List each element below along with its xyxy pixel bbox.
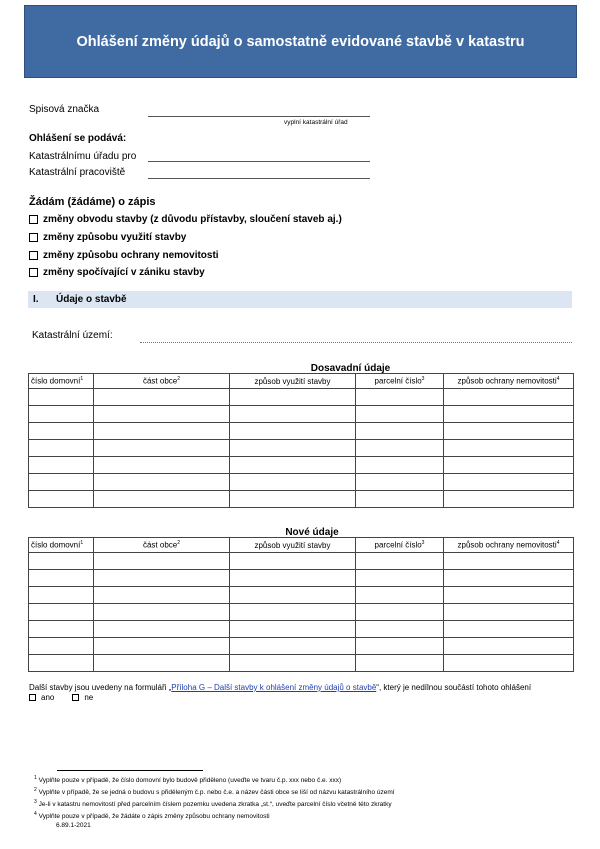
option-label: změny spočívající v zániku stavby bbox=[43, 267, 205, 278]
urad-label: Katastrálnímu úřadu pro bbox=[29, 151, 137, 162]
table-row[interactable] bbox=[29, 621, 574, 638]
spisova-field[interactable] bbox=[148, 116, 370, 117]
table-row[interactable] bbox=[29, 638, 574, 655]
form-code: 6.89.1-2021 bbox=[56, 821, 91, 829]
checkbox[interactable] bbox=[29, 268, 38, 277]
no-label: ne bbox=[84, 693, 94, 702]
table-row[interactable] bbox=[29, 389, 574, 406]
pracoviste-field[interactable] bbox=[148, 178, 370, 179]
yes-label: ano bbox=[41, 693, 55, 702]
checkbox-no[interactable] bbox=[72, 694, 79, 701]
checkbox-yes[interactable] bbox=[29, 694, 36, 701]
spisova-hint: vyplní katastrální úřad bbox=[284, 119, 348, 126]
table-row[interactable] bbox=[29, 474, 574, 491]
column-header: část obce$^2$ bbox=[94, 374, 230, 389]
more-buildings-choice bbox=[29, 693, 93, 702]
option-zanik[interactable] bbox=[29, 267, 205, 278]
table-row[interactable] bbox=[29, 457, 574, 474]
attachment-link[interactable]: Příloha G – Další stavby k ohlášení změny údajů o stavbě bbox=[171, 683, 377, 692]
option-label: změny způsobu využití stavby bbox=[43, 232, 187, 243]
option-obvod[interactable] bbox=[29, 214, 342, 225]
option-label: změny způsobu ochrany nemovitosti bbox=[43, 250, 219, 261]
column-header: způsob ochrany nemovitosti$^4$ bbox=[444, 538, 574, 553]
spisova-label: Spisová značka bbox=[29, 104, 100, 115]
header-banner bbox=[24, 5, 577, 78]
ohlaseni-label: Ohlášení se podává: bbox=[29, 133, 127, 144]
footnote-divider bbox=[57, 770, 203, 771]
previous-table bbox=[28, 373, 574, 508]
footnote: $^3$ Je-li v katastru nemovitostí před parcelním číslem pozemku uvedena zkratka „st.“, uveďte parcelní číslo včetně této zkratky bbox=[34, 798, 392, 809]
footnotes bbox=[34, 774, 594, 831]
table-row[interactable] bbox=[29, 655, 574, 672]
table-row[interactable] bbox=[29, 423, 574, 440]
urad-field[interactable] bbox=[148, 161, 370, 162]
column-header: parcelní číslo$^3$ bbox=[356, 538, 444, 553]
column-header: způsob ochrany nemovitosti$^4$ bbox=[444, 374, 574, 389]
table-row[interactable] bbox=[29, 553, 574, 570]
checkbox[interactable] bbox=[29, 251, 38, 260]
option-vyuziti[interactable] bbox=[29, 232, 186, 243]
table-row[interactable] bbox=[29, 440, 574, 457]
table-title-new: Nové údaje bbox=[285, 527, 339, 538]
option-ochrana[interactable] bbox=[29, 250, 219, 261]
footnote: $^1$ Vyplňte pouze v případě, že číslo domovní bylo budově přiděleno (uveďte ve tvaru č.p. xxx nebo č.e. xxx) bbox=[34, 775, 342, 785]
section-title: Údaje o stavbě bbox=[56, 294, 127, 305]
footnote: $^4$ Vyplňte pouze v případě, že žádáte o zápis změny způsobu ochrany nemovitosti bbox=[34, 810, 270, 821]
footnote: $^2$ Vyplňte v případě, že se jedná o budovu s přiděleným č.p. nebo č.e. a název části obce se liší od názvu katastrálního území bbox=[34, 786, 395, 797]
column-header: číslo domovní$^1$ bbox=[29, 538, 94, 553]
new-table bbox=[28, 537, 574, 672]
option-label: změny obvodu stavby (z důvodu přístavby, sloučení staveb aj.) bbox=[43, 214, 342, 225]
column-header: část obce$^2$ bbox=[94, 538, 230, 553]
request-title: Žádám (žádáme) o zápis bbox=[29, 196, 156, 208]
section-header bbox=[28, 291, 572, 308]
katastralni-field[interactable] bbox=[140, 342, 572, 343]
column-header: parcelní číslo$^3$ bbox=[356, 374, 444, 389]
column-header: způsob využití stavby bbox=[230, 538, 356, 553]
section-number: I. bbox=[33, 294, 39, 305]
page-title: Ohlášení změny údajů o samostatně evidované stavbě v katastru bbox=[76, 33, 525, 50]
table-row[interactable] bbox=[29, 406, 574, 423]
checkbox[interactable] bbox=[29, 215, 38, 224]
column-header: číslo domovní$^1$ bbox=[29, 374, 94, 389]
table-title-previous: Dosavadní údaje bbox=[310, 363, 391, 374]
column-header: způsob využití stavby bbox=[230, 374, 356, 389]
table-row[interactable] bbox=[29, 587, 574, 604]
katastralni-label: Katastrální území: bbox=[32, 330, 113, 341]
table-row[interactable] bbox=[29, 491, 574, 508]
pracoviste-label: Katastrální pracoviště bbox=[29, 167, 126, 178]
more-buildings-note: Další stavby jsou uvedeny na formuláři „Příloha G – Další stavby k ohlášení změny údajů o stavbě“, který je nedílnou součástí tohoto ohlášení bbox=[29, 683, 532, 692]
table-row[interactable] bbox=[29, 570, 574, 587]
checkbox[interactable] bbox=[29, 233, 38, 242]
table-row[interactable] bbox=[29, 604, 574, 621]
